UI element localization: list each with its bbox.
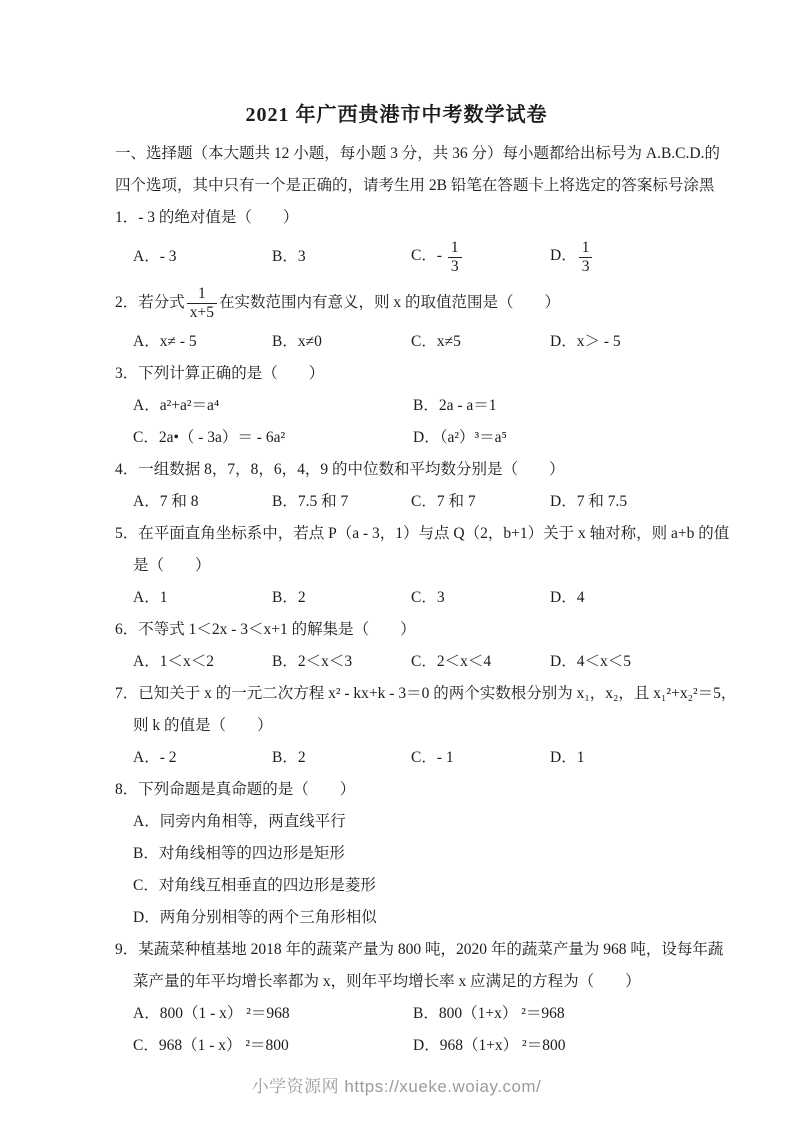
question-9-stem-line2: 菜产量的年平均增长率都为 x，则年平均增长率 x 应满足的方程为（ ） (133, 973, 641, 990)
q7-option-d: D．1 (550, 749, 585, 766)
footer (0, 1072, 793, 1097)
question-6-stem: 6．不等式 1＜2x - 3＜x+1 的解集是（ ） (115, 621, 416, 638)
question-4-stem: 4．一组数据 8，7，8，6，4，9 的中位数和平均数分别是（ ） (115, 461, 565, 478)
q1-option-b: B．3 (272, 247, 306, 265)
fraction-numerator: 1 (448, 239, 462, 257)
q2-option-d: D．x＞ - 5 (550, 333, 621, 350)
question-7-stem-line2: 则 k 的值是（ ） (133, 717, 273, 734)
q8-option-d: D．两角分别相等的两个三角形相似 (133, 909, 377, 926)
q2-option-a: A．x≠ - 5 (133, 333, 197, 350)
q6-option-d: D．4＜x＜5 (550, 653, 631, 670)
q1-option-d-prefix: D． (550, 247, 577, 265)
q9-option-b: B．800（1+x） ²＝968 (413, 1005, 565, 1022)
q1-option-c-fraction (448, 239, 462, 274)
fraction-denominator: x+5 (189, 303, 215, 321)
q5-option-c: C．3 (411, 589, 445, 606)
question-6 (115, 614, 733, 678)
q5-option-b: B．2 (272, 589, 306, 606)
question-6-options (133, 646, 733, 678)
q4-option-c: C．7 和 7 (411, 493, 476, 510)
q2-stem-suffix: 在实数范围内有意义，则 x 的取值范围是（ ） (219, 293, 561, 311)
question-3-options-row2 (133, 422, 733, 454)
fraction-denominator: 3 (581, 257, 590, 275)
q8-option-a: A．同旁内角相等，两直线平行 (133, 813, 346, 830)
q9-option-d: D．968（1+x） ²＝800 (413, 1037, 566, 1054)
question-9-options-row2 (133, 1030, 733, 1062)
q1-option-c-prefix: C．- (411, 247, 446, 265)
question-5-stem-line2: 是（ ） (133, 557, 211, 574)
question-8 (115, 774, 733, 934)
q7-option-c: C．- 1 (411, 749, 454, 766)
question-9-options-row1 (133, 998, 733, 1030)
q4-option-b: B．7.5 和 7 (272, 493, 349, 510)
question-9-stem-line1: 9．某蔬菜种植基地 2018 年的蔬菜产量为 800 吨，2020 年的蔬菜产量为 968 吨，设每年蔬 (115, 941, 724, 958)
question-7-options (133, 742, 733, 774)
q2-option-c: C．x≠5 (411, 333, 461, 350)
question-3-options-row1 (133, 390, 733, 422)
q4-option-d: D．7 和 7.5 (550, 493, 628, 510)
q1-option-d-fraction (579, 239, 593, 274)
q3-option-b: B．2a - a＝1 (413, 397, 497, 414)
question-7 (115, 678, 737, 774)
question-7-stem-line1: 7．已知关于 x 的一元二次方程 x² - kx+k - 3＝0 的两个实数根分别为 x₁，x₂，且 x₁²+x₂²＝5， (115, 685, 737, 702)
section-intro-line2: 四个选项，其中只有一个是正确的，请考生用 2B 铅笔在答题卡上将选定的答案标号涂黑 (115, 177, 715, 194)
q6-option-a: A．1＜x＜2 (133, 653, 214, 670)
q7-option-b: B．2 (272, 749, 306, 766)
section-intro-line1: 一、选择题（本大题共 12 小题，每小题 3 分，共 36 分）每小题都给出标号为 A.B.C.D.的 (115, 145, 720, 162)
q1-option-a: A．- 3 (133, 247, 177, 265)
q7-option-a: A．- 2 (133, 749, 177, 766)
page-title: 2021 年广西贵港市中考数学试卷 (245, 104, 548, 126)
q5-option-a: A．1 (133, 589, 168, 606)
question-1 (115, 202, 733, 280)
question-2-stem (115, 280, 733, 326)
title-row (0, 98, 793, 132)
q3-option-d: D．（a²）³＝a⁵ (413, 429, 507, 446)
question-3 (115, 358, 733, 454)
q2-stem-fraction (187, 285, 217, 320)
q8-option-b: B．对角线相等的四边形是矩形 (133, 845, 345, 862)
question-8-stem: 8．下列命题是真命题的是（ ） (115, 781, 356, 798)
footer-site-link[interactable]: 小学资源网 https://xueke.woiay.com/ (251, 1077, 542, 1096)
q5-option-d: D．4 (550, 589, 585, 606)
question-3-stem: 3．下列计算正确的是（ ） (115, 365, 325, 382)
question-1-stem: 1．- 3 的绝对值是（ ） (115, 209, 299, 226)
question-9 (115, 934, 733, 1062)
q1-option-d (550, 239, 594, 274)
q9-option-c: C．968（1 - x） ²＝800 (133, 1037, 289, 1054)
question-1-options (133, 234, 733, 280)
q1-option-c (411, 239, 550, 274)
question-2 (115, 280, 733, 358)
q3-option-a: A．a²+a²＝a⁴ (133, 397, 220, 414)
q6-option-b: B．2＜x＜3 (272, 653, 353, 670)
fraction-numerator: 1 (579, 239, 593, 257)
q3-option-c: C．2a•（ - 3a）＝ - 6a² (133, 429, 286, 446)
question-2-options (133, 326, 733, 358)
question-4 (115, 454, 733, 518)
q2-stem-prefix: 2．若分式 (115, 293, 185, 311)
question-4-options (133, 486, 733, 518)
fraction-numerator: 1 (187, 285, 217, 303)
exam-content (0, 138, 793, 1062)
q4-option-a: A．7 和 8 (133, 493, 199, 510)
q8-option-c: C．对角线互相垂直的四边形是菱形 (133, 877, 376, 894)
question-5-options (133, 582, 733, 614)
q2-option-b: B．x≠0 (272, 333, 322, 350)
question-5-stem-line1: 5．在平面直角坐标系中，若点 P（a - 3，1）与点 Q（2，b+1）关于 x 轴对称，则 a+b 的值 (115, 525, 730, 542)
q9-option-a: A．800（1 - x） ²＝968 (133, 1005, 290, 1022)
fraction-denominator: 3 (450, 257, 459, 275)
question-5 (115, 518, 733, 614)
q6-option-c: C．2＜x＜4 (411, 653, 492, 670)
